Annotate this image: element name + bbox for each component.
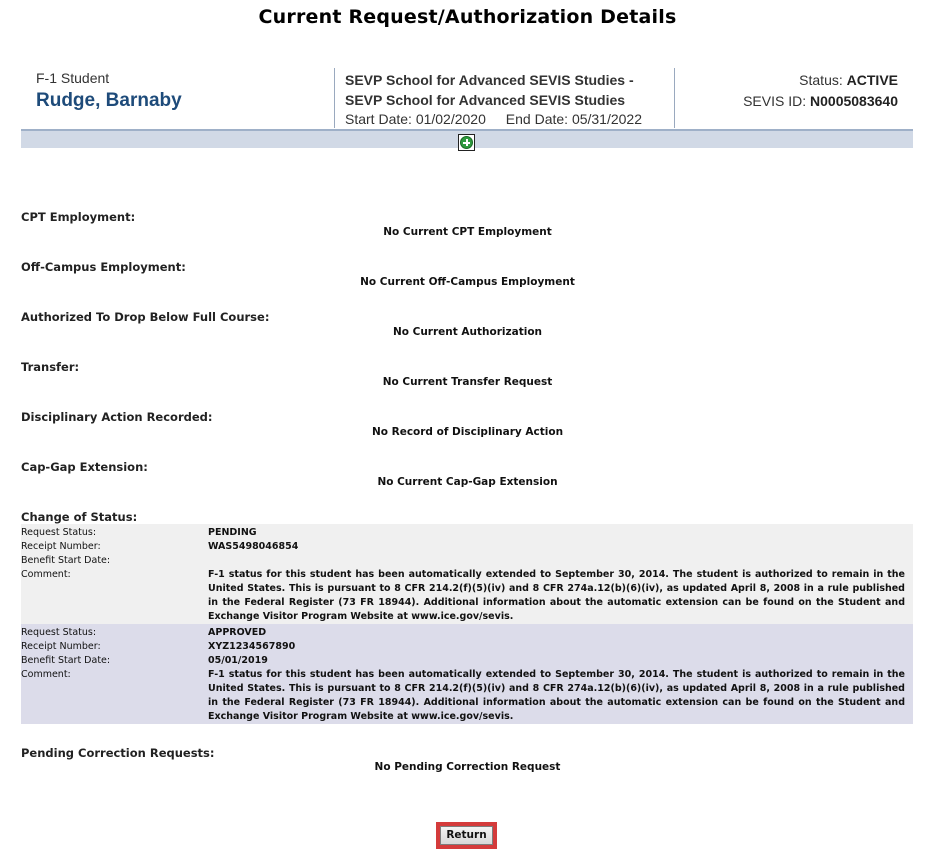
comment-label: Comment: xyxy=(21,669,71,680)
benefit-start-date-label: Benefit Start Date: xyxy=(21,655,111,666)
comment-value: F-1 status for this student has been automatically extended to September 30, 2014. The student is authorized to remain in the United States. This is pursuant to 8 CFR 214.2(f)(5)(iv) and 8 CFR 274a.12(b)(6)(iv), as updated April 8, 2008 in a rule published in the Federal Register (73 FR 18944). Additional information about the automatic extension can be found on the Student and Exchange Visitor Program Website at www.ice.gov/sevis. xyxy=(208,669,905,722)
cpt-employment-value: No Current CPT Employment xyxy=(383,226,552,238)
end-date-label: End Date: xyxy=(505,111,569,127)
pending-correction-value: No Pending Correction Request xyxy=(374,761,561,773)
student-summary xyxy=(36,70,182,112)
expand-button[interactable] xyxy=(458,134,475,151)
student-name: Rudge, Barnaby xyxy=(36,90,182,111)
cap-gap-extension-value: No Current Cap-Gap Extension xyxy=(377,476,558,488)
change-of-status-label: Change of Status: xyxy=(21,510,138,524)
start-date-label: Start Date: xyxy=(345,111,412,127)
request-status-value: APPROVED xyxy=(208,627,267,638)
request-status-value: PENDING xyxy=(208,527,257,538)
request-status-label: Request Status: xyxy=(21,527,97,538)
transfer-label: Transfer: xyxy=(21,360,80,374)
status-value: ACTIVE xyxy=(846,72,898,88)
sevis-id: N0005083640 xyxy=(810,93,898,109)
off-campus-employment-value: No Current Off-Campus Employment xyxy=(360,276,575,288)
return-button[interactable] xyxy=(436,822,497,849)
comment-value: F-1 status for this student has been automatically extended to September 30, 2014. The student is authorized to remain in the United States. This is pursuant to 8 CFR 214.2(f)(5)(iv) and 8 CFR 274a.12(b)(6)(iv), as updated April 8, 2008 in a rule published in the Federal Register (73 FR 18944). Additional information about the automatic extension can be found on the Student and Exchange Visitor Program Website at www.ice.gov/sevis. xyxy=(208,569,905,622)
start-date: 01/02/2020 xyxy=(415,111,486,127)
cpt-employment-label: CPT Employment: xyxy=(21,210,136,224)
return-button-label: Return xyxy=(440,826,493,845)
school-name-line1: SEVP School for Advanced SEVIS Studies - xyxy=(345,72,634,88)
plus-circle-icon xyxy=(460,136,473,149)
benefit-start-date-label: Benefit Start Date: xyxy=(21,555,111,566)
pending-correction-label: Pending Correction Requests: xyxy=(21,746,215,760)
student-type: F-1 Student xyxy=(36,70,110,86)
change-of-status-record xyxy=(21,524,913,624)
transfer-value: No Current Transfer Request xyxy=(382,376,553,388)
status-label: Status: xyxy=(799,72,843,88)
drop-below-full-course-label: Authorized To Drop Below Full Course: xyxy=(21,310,270,324)
cap-gap-extension-label: Cap-Gap Extension: xyxy=(21,460,148,474)
sevis-id-label: SEVIS ID: xyxy=(743,93,807,109)
header-divider xyxy=(674,68,675,128)
disciplinary-action-value: No Record of Disciplinary Action xyxy=(371,426,564,438)
change-of-status-record xyxy=(21,624,913,724)
request-status-label: Request Status: xyxy=(21,627,97,638)
header-divider xyxy=(334,68,335,128)
page-title: Current Request/Authorization Details xyxy=(258,6,677,28)
drop-below-full-course-value: No Current Authorization xyxy=(392,326,543,338)
disciplinary-action-label: Disciplinary Action Recorded: xyxy=(21,410,213,424)
school-name-line2: SEVP School for Advanced SEVIS Studies xyxy=(345,92,626,108)
end-date: 05/31/2022 xyxy=(571,111,643,127)
comment-label: Comment: xyxy=(21,569,71,580)
receipt-number-label: Receipt Number: xyxy=(21,641,101,652)
receipt-number-value: WAS5498046854 xyxy=(208,541,299,552)
off-campus-employment-label: Off-Campus Employment: xyxy=(21,260,186,274)
program-dates xyxy=(345,111,642,127)
receipt-number-value: XYZ1234567890 xyxy=(208,641,296,652)
benefit-start-date-value: 05/01/2019 xyxy=(208,655,268,666)
status-info xyxy=(743,70,898,112)
school-info xyxy=(345,70,642,127)
receipt-number-label: Receipt Number: xyxy=(21,541,101,552)
